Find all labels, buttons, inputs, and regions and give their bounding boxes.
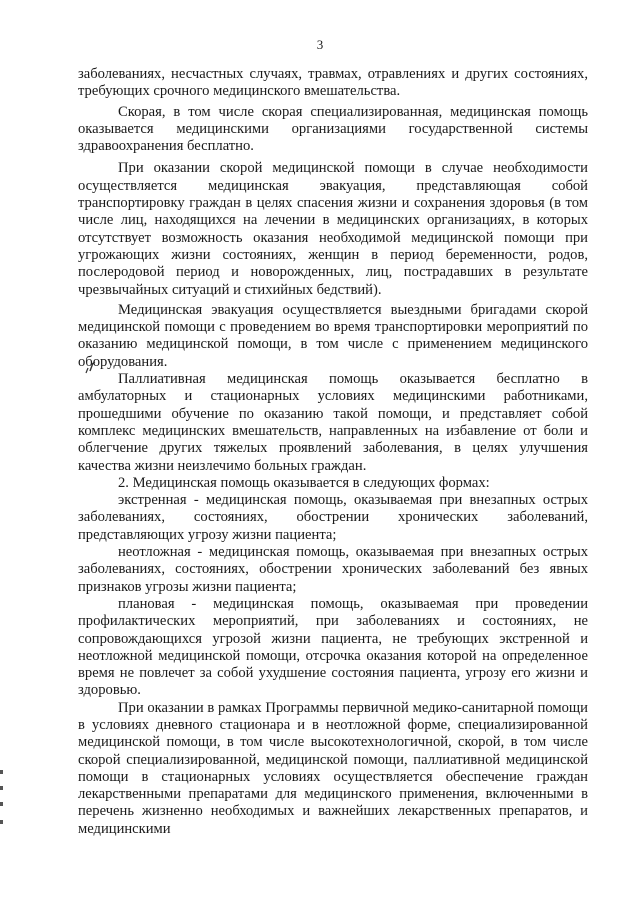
paragraph-8: неотложная - медицинская помощь, оказываемая при внезапных острых заболеваниях, состояниях, обострении хронических заболеваний без явных признаков угрозы жизни пациента; [78, 544, 588, 595]
paragraph-2: Скорая, в том числе скорая специализированная, медицинская помощь оказывается медицинскими организациями государственной системы здравоохранения бесплатно. [78, 103, 588, 155]
paragraph-7: экстренная - медицинская помощь, оказываемая при внезапных острых заболеваниях, состояниях, обострении хронических заболеваний, представляющих угрозу жизни пациента; [78, 492, 588, 543]
paragraph-10: При оказании в рамках Программы первичной медико-санитарной помощи в условиях дневного стационара и в неотложной форме, специализированной медицинской помощи, в том числе высокотехнологичной, скорой, в том числе скорой специализированной, медицинской помощи, паллиативной медицинской помощи в стационарных условиях осуществляется обеспечение граждан лекарственными препаратами для медицинского применения, включенными в перечень жизненно необходимых и важнейших лекарственных препаратов, и медицинскими [78, 699, 588, 837]
paragraph-9: плановая - медицинская помощь, оказываемая при проведении профилактических мероприятий, при заболеваниях и состояниях, не сопровождающихся угрозой жизни пациента, не требующих экстренной и неотложной медицинской помощи, отсрочка оказания которой на определенное время не повлечет за собой ухудшение состояния пациента, угрозу его жизни и здоровью. [78, 595, 588, 699]
page-number: 3 [316, 37, 324, 52]
binding-edge-marks [0, 770, 6, 840]
document-body [78, 66, 588, 838]
paragraph-4: Медицинская эвакуация осуществляется выездными бригадами скорой медицинской помощи с проведением во время транспортировки мероприятий по оказанию медицинской помощи, в том числе с применением медицинского оборудования. [78, 301, 588, 370]
paragraph-1: заболеваниях, несчастных случаях, травмах, отравлениях и других состояниях, требующих срочного медицинского вмешательства. [78, 66, 588, 100]
paragraph-5: Паллиативная медицинская помощь оказывается бесплатно в амбулаторных и стационарных условиях медицинскими работниками, прошедшими обучение по оказанию такой помощи, и представляет собой комплекс медицинских вмешательств, направленных на избавление от боли и облегчение других тяжелых проявлений заболевания, в целях улучшения качества жизни неизлечимо больных граждан. [78, 371, 588, 474]
paragraph-6: 2. Медицинская помощь оказывается в следующих формах: [118, 474, 490, 491]
paragraph-3: При оказании скорой медицинской помощи в случае необходимости осуществляется медицинская эвакуация, представляющая собой транспортировку граждан в целях спасения жизни и сохранения здоровья (в том числе лиц, находящихся на лечении в медицинских организациях, в которых отсутствует возможность оказания необходимой медицинской помощи при угрожающих жизни состояниях, женщин в период беременности, родов, послеродовой период и новорожденных, лиц, пострадавших в результате чрезвычайных ситуаций и стихийных бедствий). [78, 160, 588, 298]
